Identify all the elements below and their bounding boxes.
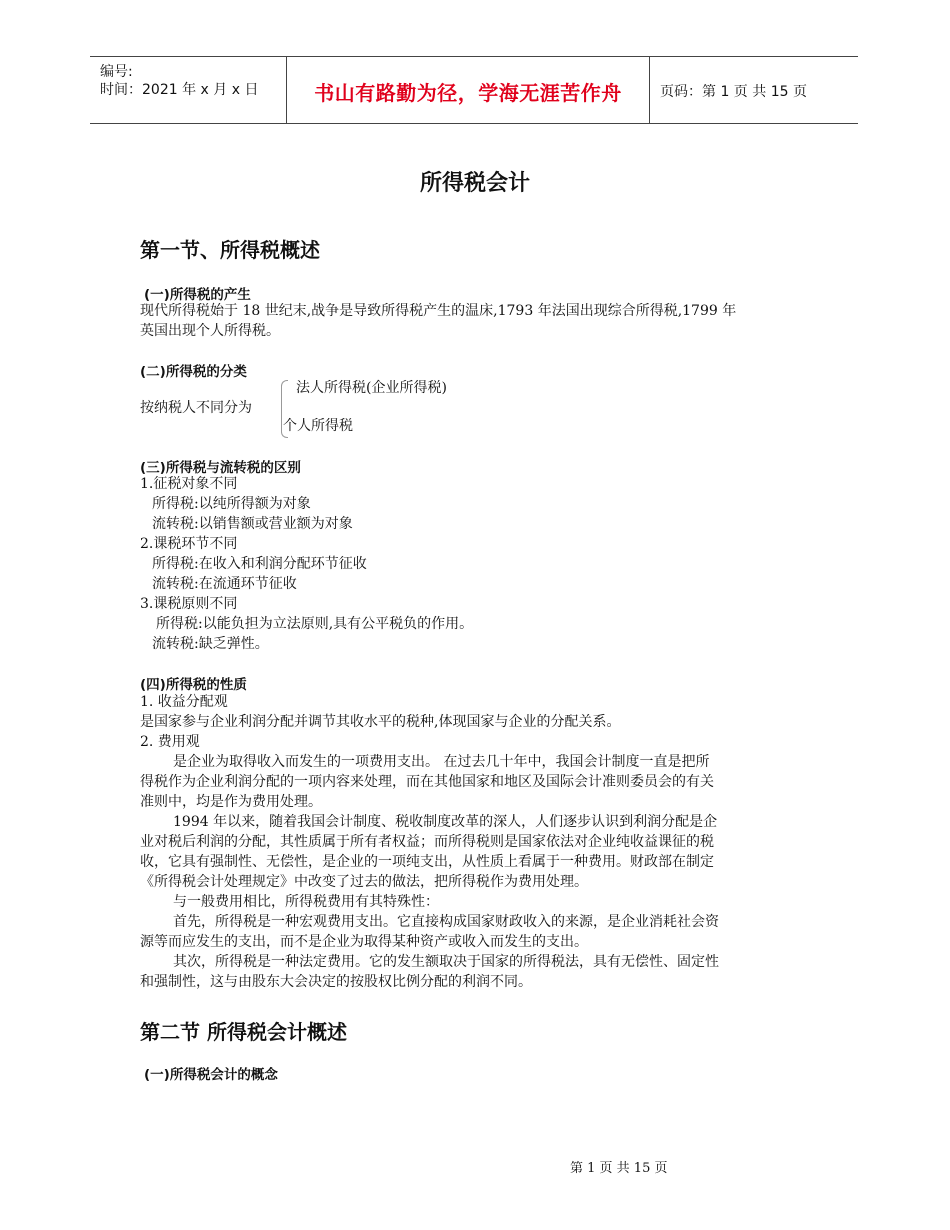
- list-item: 流转税:以销售额或营业额为对象: [152, 516, 353, 532]
- paragraph-line: 与一般费用相比，所得税费用有其特殊性：: [173, 894, 439, 910]
- list-item: 所得税:在收入和利润分配环节征收: [152, 556, 367, 572]
- paragraph-line: 源等而应发生的支出，而不是企业为取得某种资产或收入而发生的支出。: [140, 934, 588, 950]
- time-label: 时间：2021 年 x 月 x 日: [100, 82, 259, 98]
- paragraph-line: 2. 费用观: [140, 734, 200, 750]
- paragraph-line: 是国家参与企业利润分配并调节其收水平的税种,体现国家与企业的分配关系。: [140, 714, 621, 730]
- paragraph-line: 准则中，均是作为费用处理。: [140, 794, 322, 810]
- page-info: 页码：第 1 页 共 15 页: [660, 84, 807, 100]
- header-page-cell: [650, 57, 858, 123]
- motto-text: 书山有路勤为径，学海无涯苦作舟: [314, 81, 622, 105]
- paragraph-line: 其次，所得税是一种法定费用。它的发生额取决于国家的所得税法，具有无偿性、固定性: [173, 954, 719, 970]
- section-2-heading: 第二节 所得税会计概述: [140, 1020, 347, 1044]
- sub1-heading: (一)所得税的产生: [144, 287, 251, 303]
- paragraph-line: 和强制性，这与由股东大会决定的按股权比例分配的利润不同。: [140, 974, 532, 990]
- paragraph-line: 《所得税会计处理规定》中改变了过去的做法，把所得税作为费用处理。: [140, 874, 588, 890]
- paragraph-line: 得税作为企业利润分配的一项内容来处理，而在其他国家和地区及国际会计准则委员会的有关: [140, 774, 714, 790]
- paragraph-line: 收，它具有强制性、无偿性，是企业的一项纯支出，从性质上看属于一种费用。财政部在制定: [140, 854, 714, 870]
- section-1-heading: 第一节、所得税概述: [140, 238, 320, 262]
- page-header: [90, 56, 858, 124]
- list-item: 所得税:以纯所得额为对象: [152, 496, 311, 512]
- sub2-heading: (二)所得税的分类: [140, 364, 247, 380]
- list-item: 3.课税原则不同: [140, 596, 238, 612]
- paragraph-line: 1. 收益分配观: [140, 694, 228, 710]
- list-item: 流转税:在流通环节征收: [152, 576, 297, 592]
- classification-option: 个人所得税: [283, 418, 353, 434]
- paragraph-line: 首先，所得税是一种宏观费用支出。它直接构成国家财政收入的来源，是企业消耗社会资: [173, 914, 719, 930]
- paragraph-line: 现代所得税始于 18 世纪末,战争是导致所得税产生的温床,1793 年法国出现综合所得税,1799 年: [140, 303, 737, 319]
- list-item: 所得税:以能负担为立法原则,具有公平税负的作用。: [156, 616, 474, 632]
- document-title: 所得税会计: [419, 171, 530, 196]
- sub4-heading: (四)所得税的性质: [140, 677, 247, 693]
- paragraph-line: 1994 年以来，随着我国会计制度、税收制度改革的深人，人们逐步认识到利润分配是企: [173, 814, 718, 830]
- classification-option: 法人所得税(企业所得税): [296, 380, 447, 396]
- list-item: 流转税:缺乏弹性。: [152, 636, 269, 652]
- page-footer: 第 1 页 共 15 页: [570, 1161, 668, 1176]
- sub3-heading: (三)所得税与流转税的区别: [140, 460, 301, 476]
- paragraph-line: 业对税后利润的分配，其性质属于所有者权益；而所得税则是国家依法对企业纯收益课征的税: [140, 834, 714, 850]
- list-item: 2.课税环节不同: [140, 536, 238, 552]
- section-2-sub1-heading: (一)所得税会计的概念: [144, 1067, 278, 1083]
- paragraph-line: 英国出现个人所得税。: [140, 323, 280, 339]
- number-label: 编号:: [100, 64, 133, 80]
- paragraph-line: 是企业为取得收入而发生的一项费用支出。 在过去几十年中，我国会计制度一直是把所: [173, 754, 710, 770]
- classification-label: 按纳税人不同分为: [140, 400, 252, 416]
- header-motto-cell: [287, 57, 650, 123]
- header-meta-cell: [90, 57, 287, 123]
- list-item: 1.征税对象不同: [140, 476, 238, 492]
